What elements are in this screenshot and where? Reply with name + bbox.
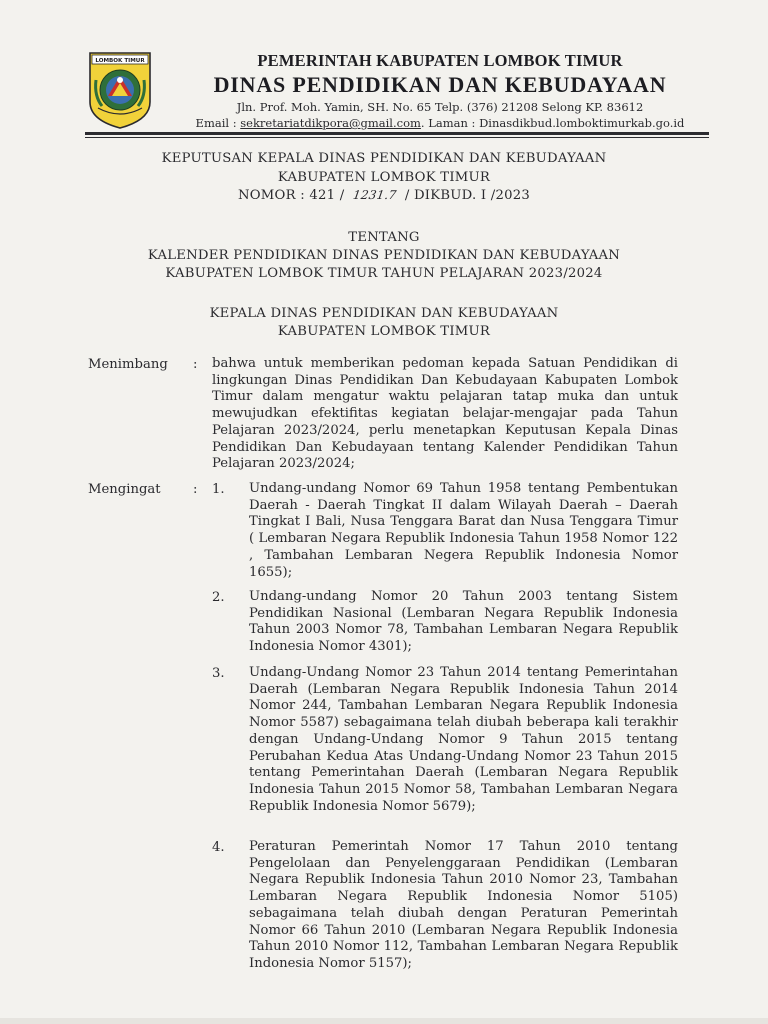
mengingat-item-text: Peraturan Pemerintah Nomor 17 Tahun 2010 tentang Pengelolaan dan Penyelenggaraan Pendidikan (Lembaran Negara Republik Indonesia Tahun 2010 Nomor 23, Tambahan Lembaran Negara Republik Indonesia Nomor 5105) sebagaimana telah diubah dengan Peraturan Pemerintah Nomor 66 Tahun 2010 (Lembaran Negara Republik Indonesia Tahun 2010 Nomor 112, Tambahan Lembaran Negara Republik Indonesia Nomor 5157); [249,839,678,971]
decree-number-suffix: / DIKBUD. I /2023 [404,188,531,203]
email-link[interactable]: sekretariatdikpora@gmail.com [240,116,421,130]
mengingat-item-text: Undang-Undang Nomor 23 Tahun 2014 tentang Pemerintahan Daerah (Lembaran Negara Republik Indonesia Tahun 2014 Nomor 244, Tambahan Lembaran Negara Republik Indonesia Nomor 5587) sebagaimana telah diubah beberapa kali terakhir dengan Undang-Undang Nomor 9 Tahun 2015 tentang Perubahan Kedua Atas Undang-Undang Nomor 23 Tahun 2015 tentang Pemerintahan Daerah (Lembaran Negara Republik Indonesia Tahun 2015 Nomor 58, Tambahan Lembaran Negara Republik Indonesia Nomor 5679); [249,665,678,814]
logo-text: LOMBOK TIMUR [95,58,145,64]
kepala-line1: KEPALA DINAS PENDIDIKAN DAN KEBUDAYAAN [209,306,559,321]
office-contact [160,116,720,130]
lombok-timur-logo [86,50,154,130]
government-name: PEMERINTAH KABUPATEN LOMBOK TIMUR [257,51,623,70]
decree-number-prefix: NOMOR : 421 / [237,188,345,203]
decree-title-line2: KABUPATEN LOMBOK TIMUR [277,170,491,185]
email-label: Email : [195,116,241,130]
tentang-label: TENTANG [348,230,420,245]
decree-title-line1: KEPUTUSAN KEPALA DINAS PENDIDIKAN DAN KEBUDAYAAN [161,151,607,166]
tentang-line1: KALENDER PENDIDIKAN DINAS PENDIDIKAN DAN KEBUDAYAAN [147,248,621,263]
decree-number [80,188,688,203]
mengingat-item-number: 1. [212,482,225,497]
mengingat-colon: : [193,482,198,497]
mengingat-item-number: 2. [212,590,225,605]
menimbang-label: Menimbang [88,357,168,372]
office-address: Jln. Prof. Moh. Yamin, SH. No. 65 Telp. (376) 21208 Selong KP. 83612 [236,100,644,114]
mengingat-item-text: Undang-undang Nomor 20 Tahun 2003 tentang Sistem Pendidikan Nasional (Lembaran Negara Republik Indonesia Tahun 2003 Nomor 78, Tambahan Lembaran Negara Republik Indonesia Nomor 4301); [249,589,678,655]
decree-number-handwritten: 1231.7 [351,188,398,202]
tentang-line2: KABUPATEN LOMBOK TIMUR TAHUN PELAJARAN 2023/2024 [165,266,603,281]
website-text: . Laman : Dinasdikbud.lomboktimurkab.go.id [420,116,685,130]
mengingat-item-number: 4. [212,840,225,855]
menimbang-colon: : [193,357,198,372]
mengingat-label: Mengingat [88,482,161,497]
office-name: DINAS PENDIDIKAN DAN KEBUDAYAAN [213,72,667,97]
scan-edge [0,1018,768,1024]
menimbang-text: bahwa untuk memberikan pedoman kepada Satuan Pendidikan di lingkungan Dinas Pendidikan Dan Kebudayaan Kabupaten Lombok Timur dalam mengatur waktu pelajaran tatap muka dan untuk mewujudkan efektifitas kegiatan belajar-mengajar pada Tahun Pelajaran 2023/2024, perlu menetapkan Keputusan Kepala Dinas Pendidikan Dan Kebudayaan tentang Kalender Pendidikan Tahun Pelajaran 2023/2024; [212,356,678,472]
mengingat-item-text: Undang-undang Nomor 69 Tahun 1958 tentang Pembentukan Daerah - Daerah Tingkat II dalam Wilayah Daerah – Daerah Tingkat I Bali, Nusa Tenggara Barat dan Nusa Tenggara Timur ( Lembaran Negara Republik Indonesia Tahun 1958 Nomor 122 , Tambahan Lembaran Negera Republik Indonesia Nomor 1655); [249,481,678,580]
mengingat-item-number: 3. [212,666,225,681]
letterhead-rule [85,132,709,135]
letterhead-rule-thin [85,137,709,138]
kepala-line2: KABUPATEN LOMBOK TIMUR [277,324,491,339]
